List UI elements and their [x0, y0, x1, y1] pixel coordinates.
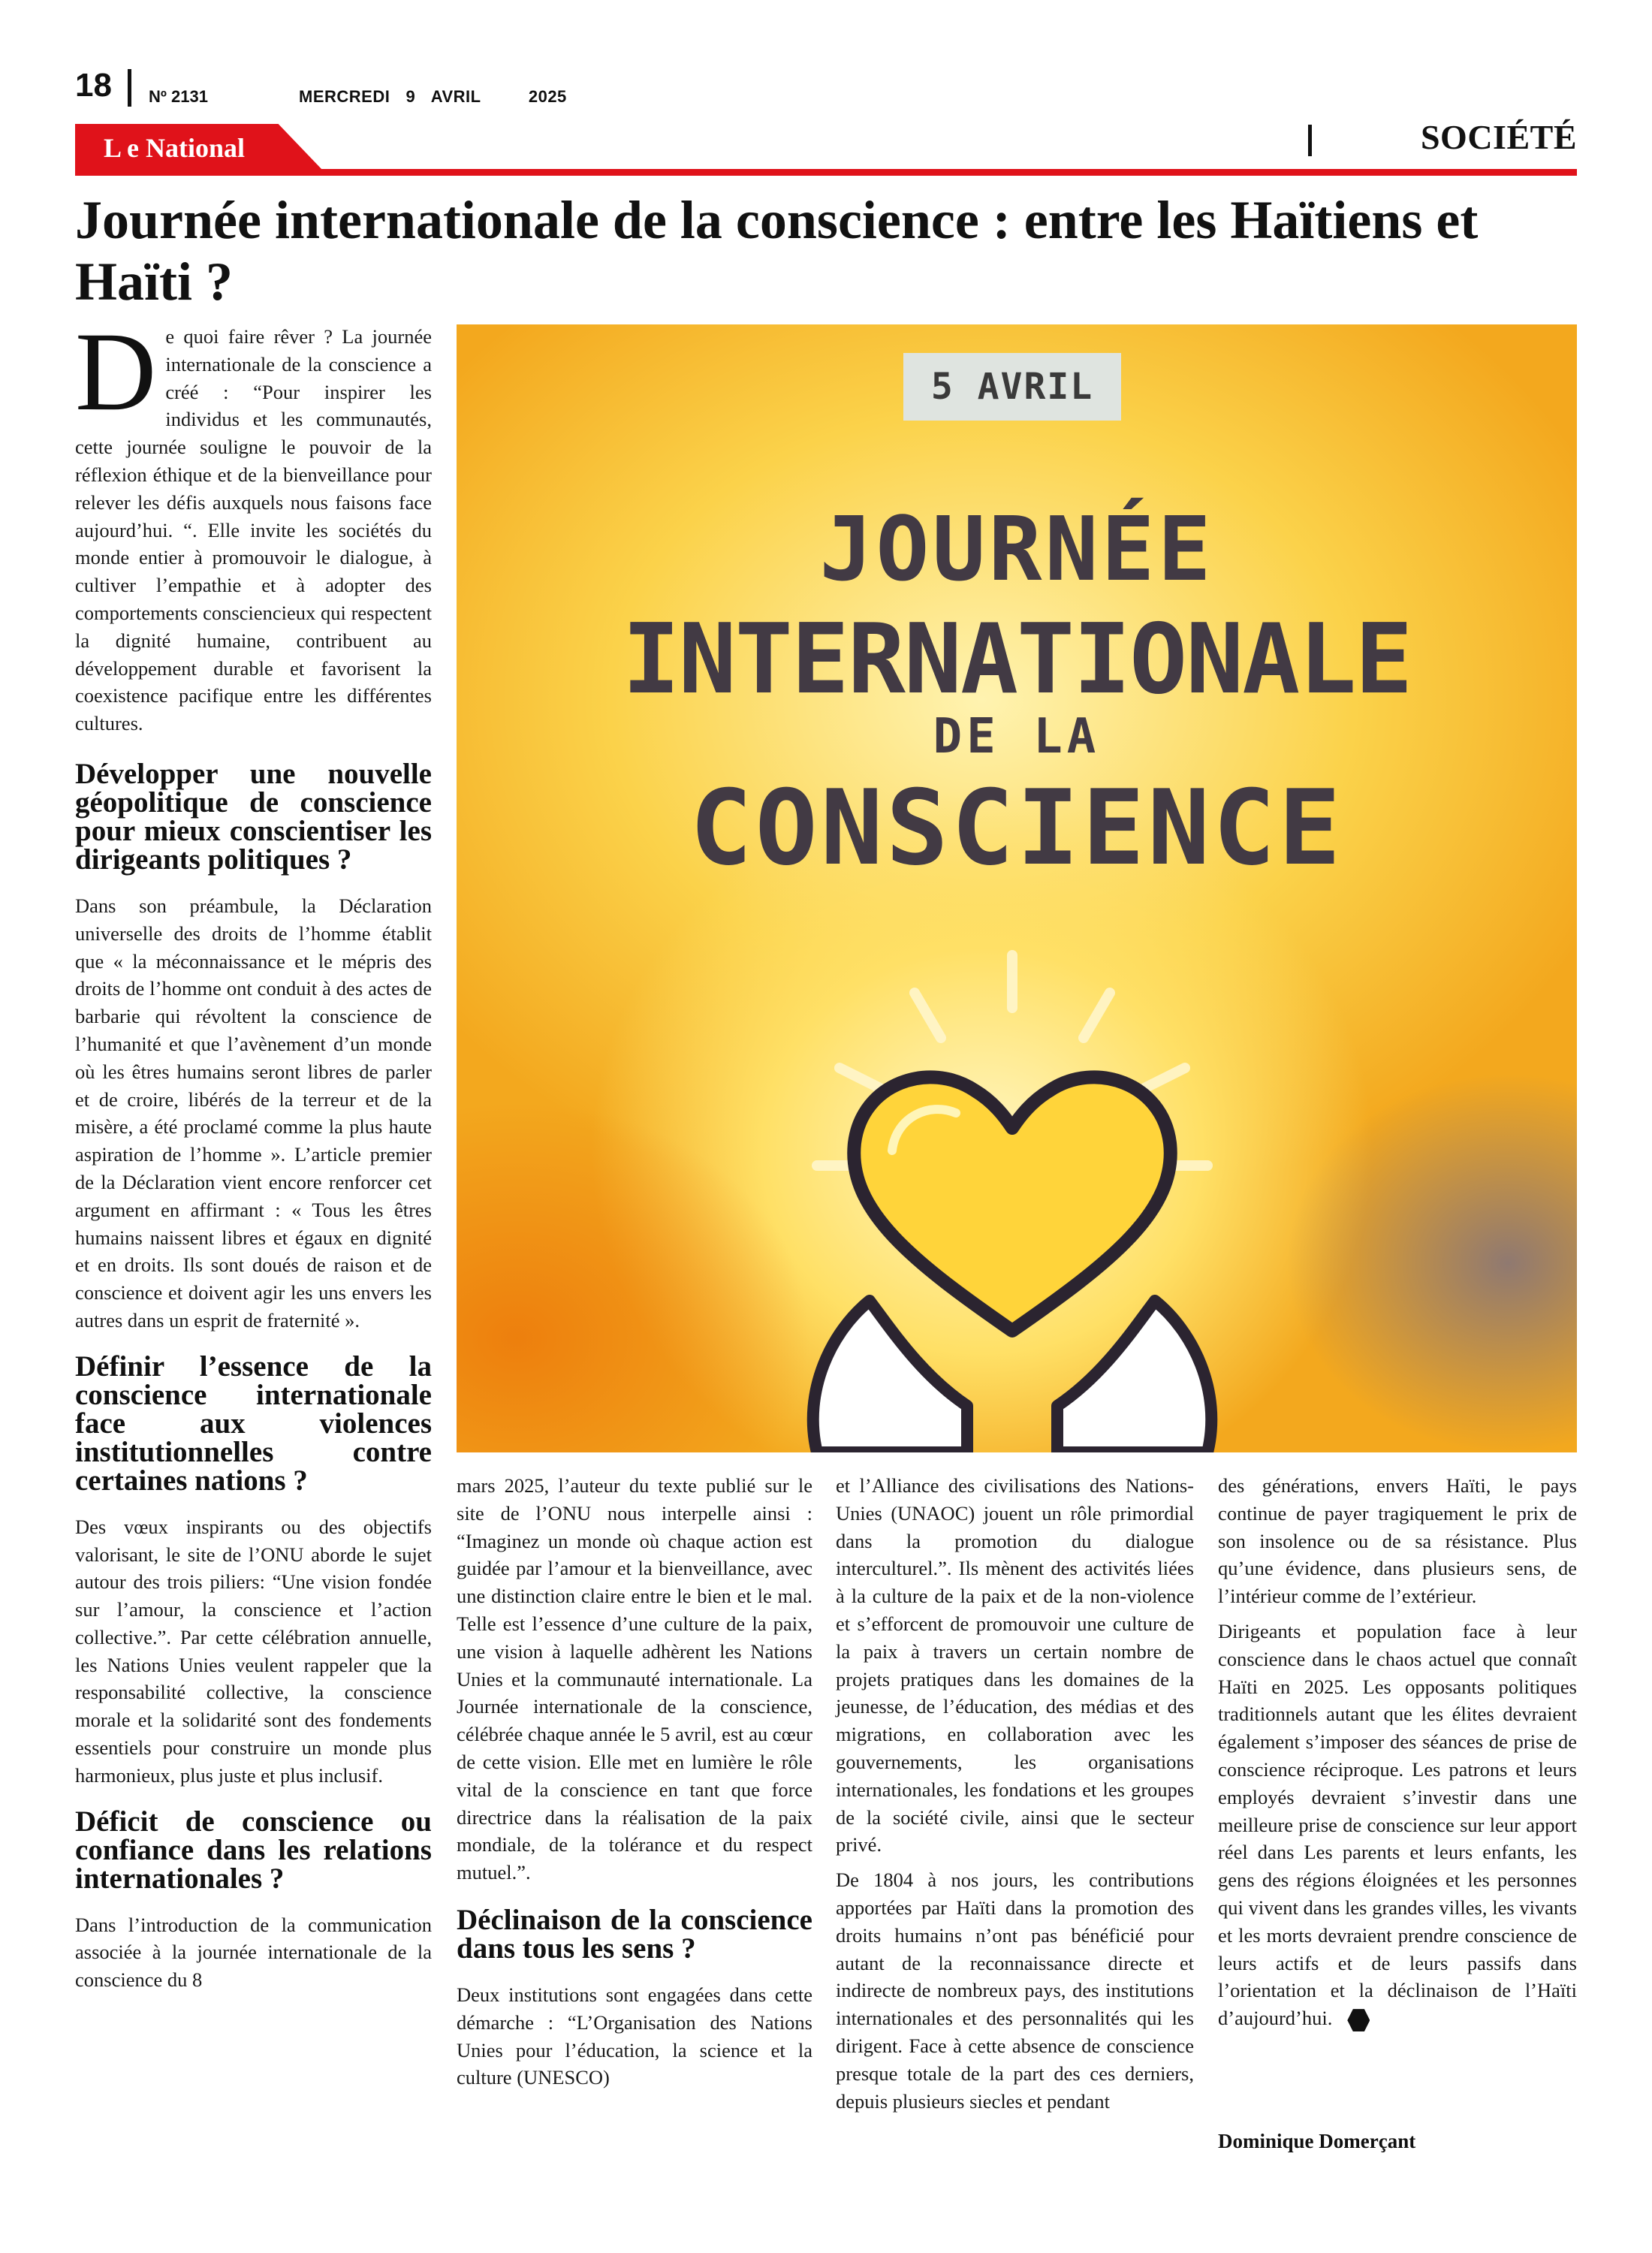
author-byline: Dominique Domerçant — [1218, 2130, 1416, 2152]
subheading-1: Développer une nouvelle géopolitique de conscience pour mieux conscientiser les dirigeants politiques ? — [75, 757, 432, 876]
intro-paragraph — [75, 309, 432, 737]
column-3 — [836, 1472, 1194, 2122]
header-rule — [75, 169, 1577, 176]
drop-cap: D — [75, 309, 157, 434]
section-divider — [1308, 125, 1312, 156]
paragraph-6: et l’Alliance des civilisations des Nations-Unies (UNAOC) jouent un rôle primordial dans la promotion du dialogue interculturel.”. Ils mènent des activités liées à la culture de la paix et de la non-violence et s’efforcent de promouvoir une culture de la paix à travers un certain nombre de projets pratiques dans les domaines de la jeunesse, de l’éducation, des médias et des migrations, en collaboration avec les gouvernements, les organisations internationales, les fondations et les groupes de la société civile, ainsi que le secteur privé. — [836, 1474, 1194, 1856]
section-label: SOCIÉTÉ — [1420, 118, 1577, 156]
end-mark-icon — [1347, 2009, 1370, 2031]
heart-hands-icon — [802, 940, 1222, 1452]
article-title: Journée internationale de la conscience : entre les Haïtiens et Haïti ? — [75, 190, 1479, 312]
paragraph-7: De 1804 à nos jours, les contributions apportées par Haïti dans la promotion des droits humains n’ont pas bénéficié pour autant de la reconnaissance directe et indirecte de nombreux pays, des institutions internationales et des personnalités qui les dirigent. Face à cette absence de conscience presque totale de la part des ces derniers, depuis plusieurs siecles et pendant — [836, 1868, 1194, 2113]
illustration-line-4: CONSCIENCE — [689, 768, 1344, 888]
illustration-line-3: DE LA — [933, 709, 1101, 765]
page-number-divider — [128, 69, 131, 107]
column-2 — [457, 1472, 812, 2099]
illustration-line-1: JOURNÉE — [819, 497, 1214, 601]
issue-date: MERCREDI 9 AVRIL 2025 — [299, 87, 567, 106]
subheading-4: Déclinaison de la conscience dans tous les sens ? — [457, 1903, 812, 1965]
issue-number: Nº 2131 — [149, 87, 208, 106]
paragraph-8: des générations, envers Haïti, le pays continue de payer tragiquement le prix de son insolence ou de sa résistance. Plus qu’une évidence, dans plusieurs sens, de l’intérieur comme de l’extérieur. — [1218, 1474, 1577, 1608]
paragraph-1: Dans son préambule, la Déclaration universelle des droits de l’homme établit que « la méconnaissance et le mépris des droits de l’homme ont conduit à des actes de barbarie qui révoltent la conscience de l’humanité et que l’avènement d’un monde où les êtres humains seront libres de parler et de croire, libérés de la terreur et de la misère, a été proclamé comme la plus haute aspiration de l’homme ». L’article premier de la Déclaration vient encore renforcer cet argument en affirmant : « Tous les êtres humains naissent libres et égaux en dignité et en droits. Ils sont doués de raison et de conscience et doivent agir les uns envers les autres dans un esprit de fraternité ». — [75, 894, 432, 1332]
column-4 — [1218, 1472, 1577, 2040]
subheading-3: Déficit de conscience ou confiance dans les relations internationales ? — [75, 1805, 432, 1895]
paragraph-4: mars 2025, l’auteur du texte publié sur le site de l’ONU nous interpelle ainsi : “Imaginez un monde où chaque action est guidée par l’amour et la bienveillance, avec une distinction claire entre le bien et le mal. Telle est l’essence d’une culture de la paix, une vision à laquelle adhèrent les Nations Unies et la communauté internationale. La Journée internationale de la conscience, célébrée chaque année le 5 avril, est au cœur de cette vision. Elle met en lumière le rôle vital de la conscience en tant que force directrice dans la réalisation de la paix mondiale, de la tolérance et du respect mutuel.”. — [457, 1474, 812, 1884]
column-1 — [75, 309, 432, 2001]
intro-text: e quoi faire rêver ? La journée internationale de la conscience a créé : “Pour inspirer les individus et les communautés, cette journée souligne le pouvoir de la réflexion éthique et de la bienveillance pour relever les défis auxquels nous faisons face aujourd’hui. “. Elle invite les sociétés du monde entier à promouvoir le dialogue, à cultiver l’empathie et à adopter des comportements consciencieux qui respectent la dignité humaine, contribuent au développement durable et favorisent la coexistence pacifique entre les différentes cultures. — [75, 325, 432, 735]
paragraph-2: Des vœux inspirants ou des objectifs valorisant, le site de l’ONU aborde le sujet autour des trois piliers: “Une vision fondée sur l’amour, la conscience et l’action collective.”. Par cette célébration annuelle, les Nations Unies veulent rappeler que la responsabilité collective, la conscience morale et la solidarité sont des fondements essentiels pour construire un monde plus harmonieux, plus juste et plus inclusif. — [75, 1515, 432, 1787]
illustration-line-2: INTERNATIONALE — [622, 604, 1412, 716]
article-illustration — [457, 324, 1577, 1452]
paragraph-3: Dans l’introduction de la communication associée à la journée internationale de la conscience du 8 — [75, 1913, 432, 1992]
brand-name: L e National — [104, 133, 246, 163]
page-number: 18 — [75, 67, 112, 104]
paragraph-9: Dirigeants et population face à leur conscience dans le chaos actuel que connaît Haïti en 2025. Les opposants politiques traditionnels autant que les élites devraient également s’imposer des séances de prise de conscience réciproque. Les patrons et leurs employés devraient s’investir dans une meilleure prise de conscience sur leur apport réel dans Les parents et leurs enfants, les gens des régions éloignées et les personnes qui vivent dans les grandes villes, les vivants et les morts devraient prendre conscience de leurs actifs et de leurs passifs dans l’orientation et la déclinaison de l’Haïti d’aujourd’hui. — [1218, 1618, 1577, 2032]
date-tag: 5 AVRIL — [903, 353, 1121, 421]
paragraph-5: Deux institutions sont engagées dans cette démarche : “L’Organisation des Nations Unies pour l’éducation, la science et la culture (UNESCO) — [457, 1983, 812, 2089]
subheading-2: Définir l’essence de la conscience internationale face aux violences institutionnelles contre certaines nations ? — [75, 1350, 432, 1497]
